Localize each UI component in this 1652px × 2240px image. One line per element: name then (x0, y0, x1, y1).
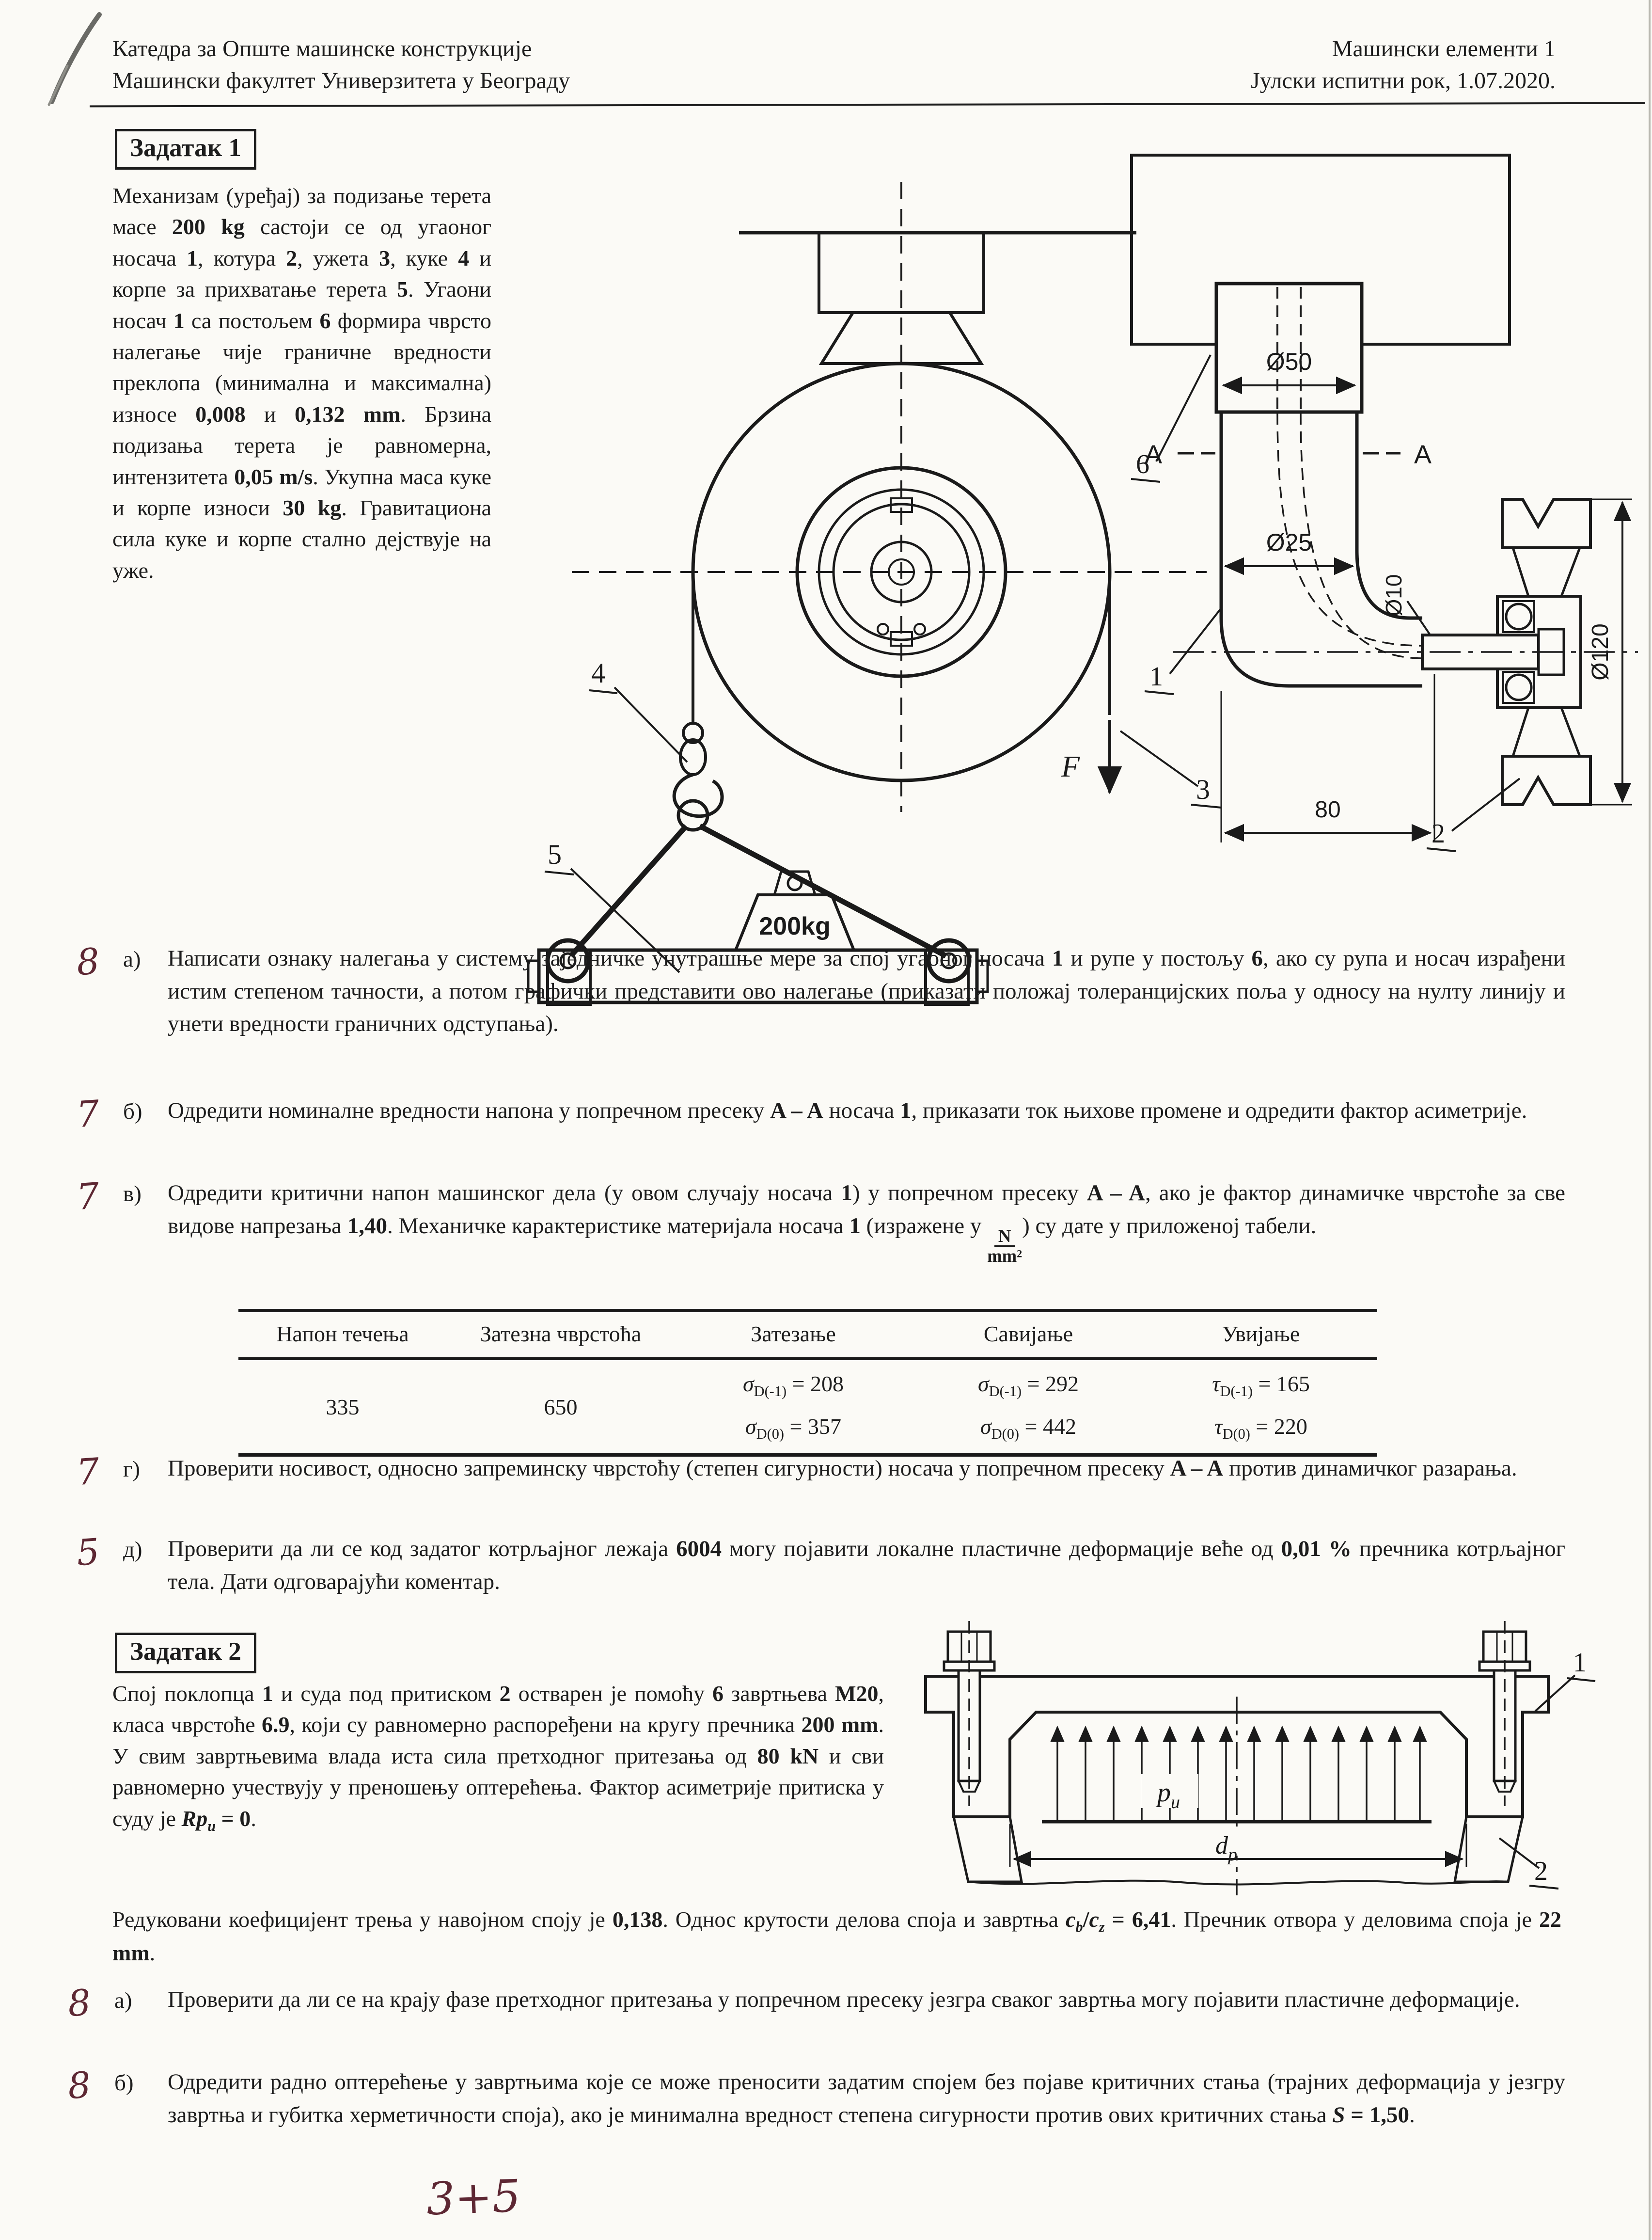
material-properties-table (238, 1309, 1377, 1457)
item-text: Одредити номиналне вредности напона у попречном пресеку A – A носача 1, приказати ток њихове промене и одредити фактор асиметрије. (168, 1098, 1527, 1123)
task1-item-a (77, 942, 1565, 1041)
item-text: Написати ознаку налегања у систему заједничке унутрашње мере за спој угаоног носача 1 и рупе у постољу 6, ако су рупа и носач израђени истим степеном тачности, а потом графички представити ово налегање (приказати положај толеранцијских поља у односу на нулту линију и унети вредности граничних одступања). (168, 946, 1565, 1037)
svg-text:1: 1 (1149, 662, 1163, 692)
col-tension: Затезање (675, 1311, 912, 1359)
item-label: а) (114, 1988, 132, 2013)
item-text: Одредити критични напон машинског дела (у овом случају носача 1) у попречном пресеку A – A, ако је фактор динамичке чврстоће за све видове напрезања 1,40. Механичке карактеристике материјала носача 1 (изражене у $\frac{N}{\text{mm²}}$ ) су дате у приложеној табели. (168, 1180, 1565, 1266)
handwritten-points: 8 (66, 1982, 93, 2025)
svg-text:1: 1 (1573, 1648, 1587, 1678)
weight-label: 200kg (759, 912, 831, 940)
handwritten-points: 7 (75, 1093, 101, 1136)
item-label: б) (123, 1099, 142, 1124)
item-text: Проверити носивост, односно запреминску чврстоћу (степен сигурности) носача у попречном пресеку A – A против динамичког разарања. (168, 1456, 1517, 1481)
handwritten-points: 5 (75, 1531, 101, 1574)
table-header-row (238, 1311, 1377, 1359)
callout-1 (1535, 1648, 1595, 1711)
tension-limits: $\sigma_{D(-1)} = 208$ $\sigma_{D(0)} = 357$ (742, 1371, 844, 1443)
force-label: F (1061, 750, 1080, 783)
task1-item-d (77, 1533, 1565, 1598)
exam-term-date: Јулски испитни рок, 1.07.2020. (1251, 68, 1556, 94)
bending-limits: $\sigma_{D(-1)} = 292$ $\sigma_{D(0)} = 442$ (977, 1371, 1079, 1443)
header-right (921, 33, 1556, 97)
diameter-label: $d_p$ (1215, 1832, 1237, 1865)
header-rule (90, 102, 1645, 108)
task2-item-b (68, 2066, 1565, 2131)
table-data-row (238, 1359, 1377, 1455)
section-a-a (1145, 440, 1432, 469)
torsion-limits: $\tau_{D(-1)} = 165$ $\tau_{D(0)} = 220$ (1212, 1371, 1310, 1443)
pressure-label: $p_u$ (1157, 1778, 1180, 1812)
svg-text:Ø25: Ø25 (1266, 529, 1312, 556)
svg-text:A: A (1414, 440, 1432, 469)
svg-text:2: 2 (1534, 1856, 1548, 1886)
handwritten-points: 8 (66, 2064, 93, 2108)
task2-item-a (66, 1982, 1565, 2025)
department-name: Катедра за Опште машинске конструкције (112, 36, 532, 62)
faculty-name: Машински факултет Универзитета у Београду (112, 68, 570, 94)
svg-text:5: 5 (548, 839, 562, 870)
svg-text:Ø10: Ø10 (1381, 574, 1406, 617)
task1-item-g (75, 1450, 1565, 1494)
task1-title: Задатак 1 (115, 129, 256, 170)
handwritten-points: 8 (75, 940, 101, 984)
dim-dp (1010, 1824, 1466, 1867)
dim-80 (1221, 674, 1434, 842)
task2-title: Задатак 2 (115, 1633, 256, 1673)
header-left (112, 33, 570, 97)
svg-text:Ø120: Ø120 (1588, 623, 1613, 681)
task2-body: Спој поклопца 1 и суда под притиском 2 остварен је помоћу 6 завртњева M20, класа чврстоће 6.9, који су равномерно распоређени на кругу пречника 200 mm. У свим завртњевима влада иста сила претходног притезања од 80 kN и сви равномерно учествују у преношењу оптерећења. Фактор асиметрије притиска у суду је $Rp_u = 0$. (112, 1681, 884, 1834)
svg-text:A: A (1144, 440, 1162, 469)
col-torsion: Увијање (1145, 1311, 1377, 1359)
col-bending: Савијање (912, 1311, 1145, 1359)
task1-item-v (77, 1177, 1565, 1266)
item-text: Одредити радно оптерећење у завртњима које се може преносити задатим спојем без појаве критичних стања (трајних деформација у језгру завртња и губитка херметичности споја), ако је минимална вредност степена сигурности против ових критичних стања S = 1,50. (168, 2069, 1565, 2128)
svg-text:3: 3 (1196, 774, 1210, 805)
course-name: Машински елементи 1 (1332, 36, 1556, 62)
weight-block (736, 872, 854, 950)
item-label: б) (114, 2070, 134, 2096)
ceiling-and-bracket (739, 233, 1136, 364)
item-label: г) (123, 1457, 140, 1482)
svg-text:Ø50: Ø50 (1266, 348, 1312, 375)
item-text: Проверити да ли се код задатог котрљајног лежаја 6004 могу појавити локалне пластичне деформације веће од 0,01 % пречника котрљајног тела. Дати одговарајући коментар. (168, 1536, 1565, 1594)
scan-edge-line (1649, 0, 1651, 2240)
figure-task1-section-view (1100, 116, 1648, 873)
task1-body: Механизам (уређај) за подизање терета масе 200 kg састоји се од угаоног носача 1, котура 2, ужета 3, куке 4 и корпе за прихватање терета 5. Угаони носач 1 са постољем 6 формира чврсто налегање чије граничне вредности преклопа (минимална и максимална) износе 0,008 и 0,132 mm. Брзина подизања терета је равномерна, интензитета 0,05 m/s. Укупна маса куке и корпе износи 30 kg. Гравитациона сила куке и корпе стално дејствује на уже. (112, 183, 491, 583)
handwritten-points: 7 (75, 1450, 101, 1494)
dim-d25 (1225, 529, 1353, 566)
item-label: а) (123, 947, 141, 972)
item-text: Проверити да ли се на крају фазе претходног притезања у попречном пресеку језгра сваког завртња могу појавити пластичне деформације. (168, 1987, 1520, 2012)
dim-d10 (1381, 574, 1430, 634)
callout-2 (1427, 778, 1520, 851)
yield-value: 335 (326, 1394, 360, 1419)
task2-body-continued: Редуковани коефицијент трења у навојном споју је 0,138. Однос крутости делова споја и завртња $c_b/c_z = 6,41$. Пречник отвора у деловима споја је 22 mm. (112, 1907, 1562, 1965)
handwritten-points: 7 (75, 1175, 101, 1219)
svg-text:6: 6 (1136, 449, 1149, 479)
callout-1 (1145, 607, 1222, 694)
item-label: в) (123, 1181, 142, 1207)
col-yield: Напон течења (238, 1311, 447, 1359)
svg-text:4: 4 (591, 657, 605, 689)
task1-item-b (75, 1093, 1565, 1136)
tensile-value: 650 (544, 1394, 578, 1419)
figure-task2-flange-joint (897, 1614, 1614, 1900)
callout-6 (1131, 355, 1211, 482)
hook-callout-4 (589, 657, 687, 762)
col-tensile: Затезна чврстоћа (447, 1311, 675, 1359)
handwritten-total-note: 3+5 (425, 2170, 521, 2225)
svg-text:2: 2 (1432, 819, 1445, 849)
item-label: д) (123, 1537, 142, 1562)
svg-text:80: 80 (1315, 797, 1341, 823)
